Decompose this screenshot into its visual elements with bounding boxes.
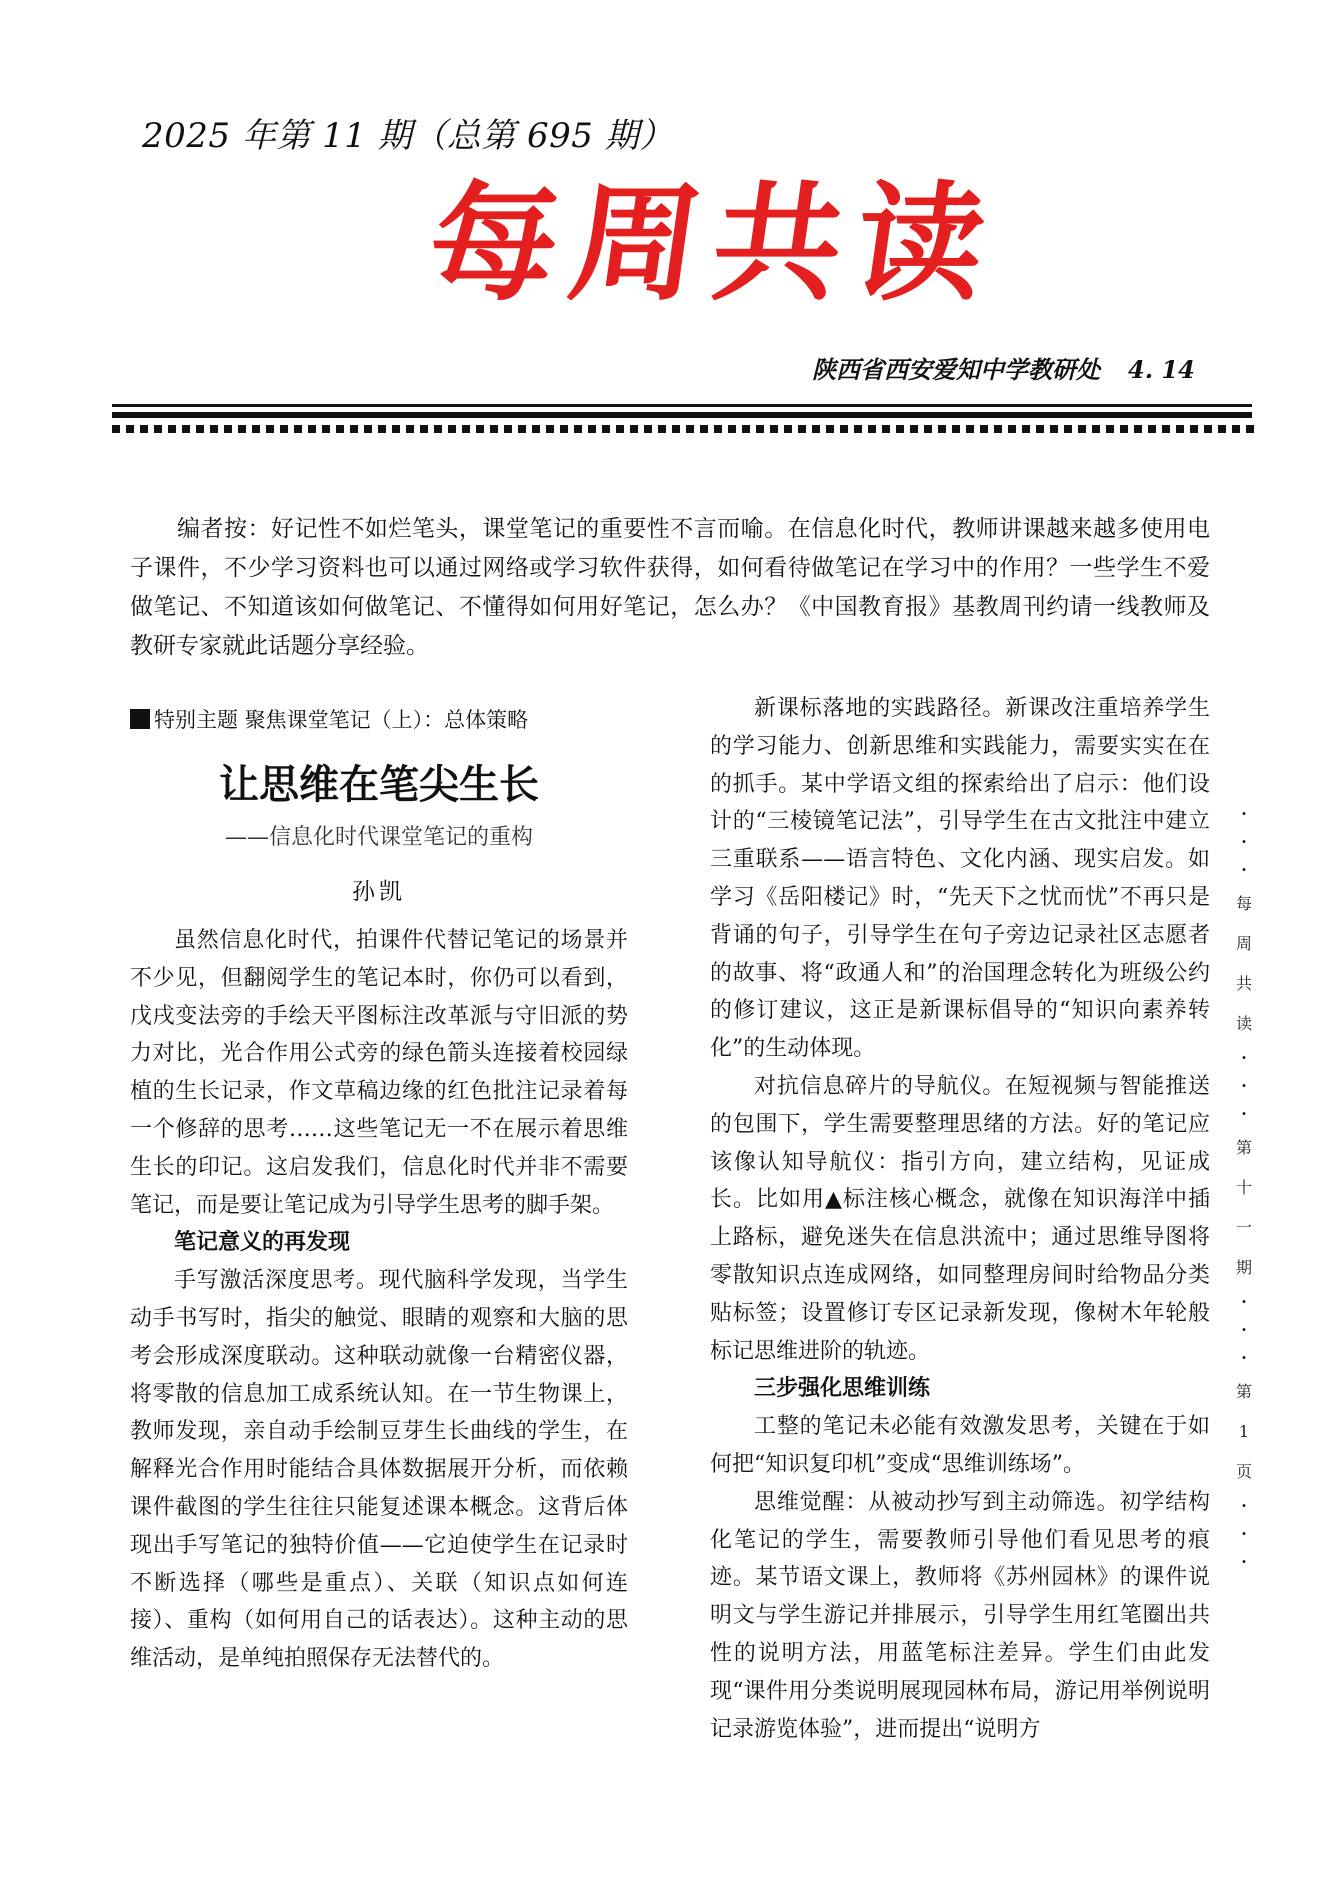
side-char: 十	[1235, 1178, 1252, 1197]
side-char: 第	[1235, 1382, 1252, 1401]
paragraph: 新课标落地的实践路径。新课改注重培养学生的学习能力、创新思维和实践能力，需要实实在在的抓手。某中学语文组的探索给出了启示：他们设计的“三棱镜笔记法”，引导学生在古文批注中建立三重联系——语言特色、文化内涵、现实启发。如学习《岳阳楼记》时，“先天下之忧而忧”不再只是背诵的句子，引导学生在句子旁边记录社区志愿者的故事、将“政通人和”的治国理念转化为班级公约的修订建议，这正是新课标倡导的“知识向素养转化”的生动体现。	[710, 696, 1210, 1062]
publisher-line	[812, 350, 1195, 385]
dot-separator: ·	[1241, 1552, 1247, 1571]
dot-separator: ·	[1241, 832, 1247, 851]
header-rule-thick	[112, 412, 1252, 418]
side-char: 一	[1235, 1218, 1252, 1237]
side-char: 1	[1238, 1422, 1250, 1441]
header-rule-thin	[112, 404, 1252, 407]
dot-separator: ·	[1241, 1076, 1247, 1095]
side-char: 页	[1235, 1462, 1252, 1481]
article-title: 让思维在笔尖生长	[219, 762, 539, 808]
side-char: 第	[1235, 1138, 1252, 1157]
side-char: 期	[1235, 1258, 1252, 1277]
dot-separator: ·	[1241, 1348, 1247, 1367]
dot-separator: ·	[1241, 1048, 1247, 1067]
article-author: 孙凯	[352, 879, 406, 905]
paragraph: 手写激活深度思考。现代脑科学发现，当学生动手书写时，指尖的触觉、眼睛的观察和大脑的思考会形成深度联动。这种联动就像一台精密仪器，将零散的信息加工成系统认知。在一节生物课上，教师发现，亲自动手绘制豆芽生长曲线的学生，在解释光合作用时能结合具体数据展开分析，而依赖课件截图的学生往往只能复述课本概念。这背后体现出手写笔记的独特价值——它迫使学生在记录时不断选择（哪些是重点）、关联（知识点如何连接）、重构（如何用自己的话表达）。这种主动的思维活动，是单纯拍照保存无法替代的。	[130, 1268, 628, 1672]
section-heading: 三步强化思维训练	[754, 1376, 931, 1402]
paragraph: 对抗信息碎片的导航仪。在短视频与智能推送的包围下，学生需要整理思绪的方法。好的笔记应该像认知导航仪：指引方向，建立结构，见证成长。比如用▲标注核心概念，就像在知识海洋中插上路标，避免迷失在信息洪流中；通过思维导图将零散知识点连成网络，如同整理房间时给物品分类贴标签；设置修订专区记录新发现，像树木年轮般标记思维进阶的轨迹。	[710, 1073, 1210, 1364]
masthead-title: 每周共读	[419, 169, 1009, 319]
side-char: 每	[1235, 894, 1252, 913]
side-char: 周	[1235, 934, 1252, 953]
side-char: 读	[1235, 1014, 1252, 1033]
section-heading: 笔记意义的再发现	[174, 1230, 351, 1256]
article-column-left	[130, 700, 628, 1678]
paragraph: 工整的笔记未必能有效激发思考，关键在于如何把“知识复印机”变成“思维训练场”。	[710, 1414, 1210, 1477]
publisher-name: 陕西省西安爱知中学教研处	[812, 355, 1100, 384]
paragraph: 虽然信息化时代，拍课件代替记笔记的场景并不少见，但翻阅学生的笔记本时，你仍可以看到，戊戌变法旁的手绘天平图标注改革派与守旧派的势力对比，光合作用公式旁的绿色箭头连接着校园绿植的生长记录，作文草稿边缘的红色批注记录着每一个修辞的思考……这些笔记无一不在展示着思维生长的印记。这启发我们，信息化时代并非不需要笔记，而是要让笔记成为引导学生思考的脚手架。	[130, 928, 628, 1218]
dot-separator: ·	[1241, 1496, 1247, 1515]
dot-separator: ·	[1241, 1320, 1247, 1339]
side-char: 共	[1235, 974, 1252, 993]
square-bullet-icon	[130, 709, 150, 729]
paragraph: 思维觉醒：从被动抄写到主动筛选。初学结构化笔记的学生，需要教师引导他们看见思考的痕迹。某节语文课上，教师将《苏州园林》的课件说明文与学生游记并排展示，引导学生用红笔圈出共性的说明方法，用蓝笔标注差异。学生们由此发现“课件用分类说明展现园林布局，游记用举例说明记录游览体验”，进而提出“说明方	[710, 1489, 1210, 1742]
header-rule-dotted	[112, 425, 1256, 433]
dot-separator: ·	[1241, 1292, 1247, 1311]
special-topic-text: 特别主题 聚焦课堂笔记（上）：总体策略	[154, 708, 529, 732]
dot-separator: ·	[1241, 1524, 1247, 1543]
issue-number: 2025 年第 11 期（总第 695 期）	[142, 116, 674, 156]
special-topic	[130, 700, 628, 740]
article-column-right	[710, 690, 1210, 1748]
article-subtitle: ——信息化时代课堂笔记的重构	[224, 825, 533, 850]
dot-separator: ·	[1241, 1104, 1247, 1123]
editor-note: 编者按：好记性不如烂笔头，课堂笔记的重要性不言而喻。在信息化时代，教师讲课越来越多使用电子课件，不少学习资料也可以通过网络或学习软件获得，如何看待做笔记在学习中的作用？一些学生不爱做笔记、不知道该如何做笔记、不懂得如何用好笔记，怎么办？《中国教育报》基教周刊约请一线教师及教研专家就此话题分享经验。	[130, 516, 1210, 659]
dot-separator: ·	[1241, 860, 1247, 879]
publish-date: 4. 14	[1128, 355, 1195, 384]
dot-separator: ·	[1241, 804, 1247, 823]
side-margin-label	[1230, 800, 1258, 1576]
